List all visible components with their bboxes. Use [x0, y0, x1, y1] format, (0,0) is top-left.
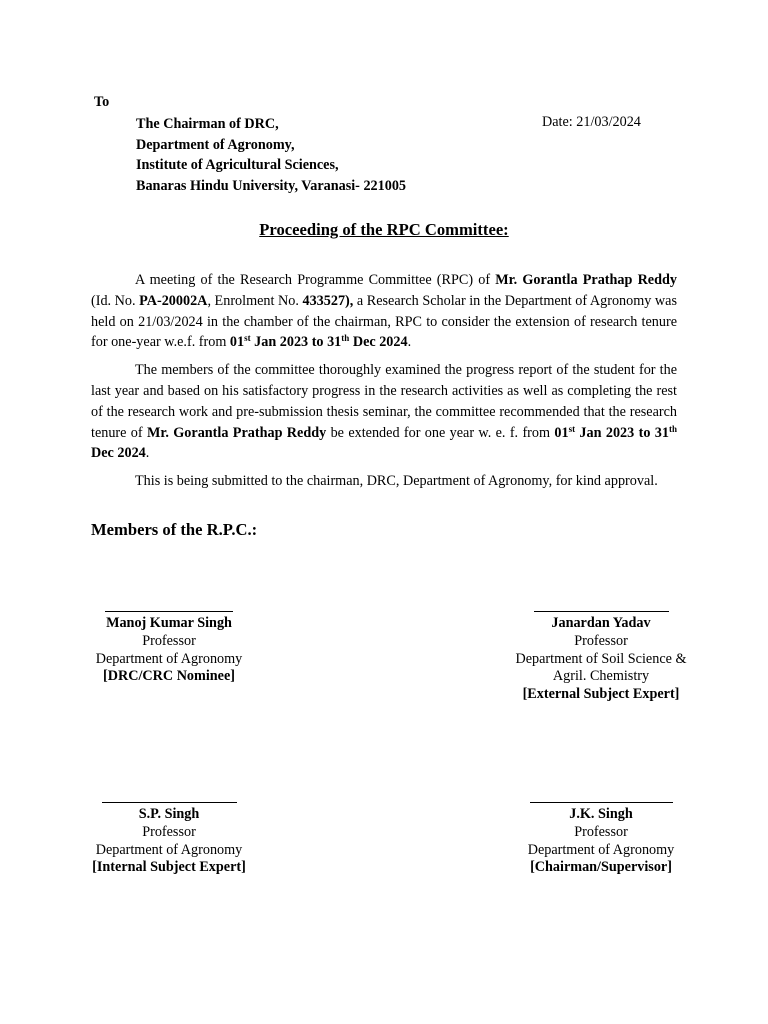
members-heading: Members of the R.P.C.: — [91, 520, 258, 539]
signatory-designation: Professor — [574, 823, 628, 840]
signatory-role: [Internal Subject Expert] — [92, 859, 246, 876]
signatory-department: Department of Agronomy — [95, 650, 243, 667]
document-title: Proceeding of the RPC Committee: — [259, 220, 509, 239]
letter-body — [91, 270, 677, 499]
signatory-name: S.P. Singh — [138, 806, 200, 822]
signatory-role: [External Subject Expert] — [522, 686, 680, 703]
signature-block-drc-nominee — [90, 611, 248, 686]
signatory-designation: Professor — [574, 632, 628, 649]
paragraph-2: The members of the committee thoroughly examined the progress report of the student for the last year and based on his satisfactory progress in the research activities as well as completing the rest of the research work and pre-submission thesis seminar, the committee recommended that the research tenure of Mr. Gorantla Prathap Reddy be extended for one year w. e. f. from 01st Jan 2023 to 31th Dec 2024. — [91, 362, 677, 462]
address-line: Institute of Agricultural Sciences, — [136, 157, 339, 174]
id-number: PA-20002A — [139, 292, 208, 309]
signatory-name: J.K. Singh — [569, 806, 633, 822]
signatory-designation: Professor — [142, 823, 196, 840]
signature-block-external-expert — [500, 611, 702, 704]
address-line: Banaras Hindu University, Varanasi- 221005 — [136, 177, 407, 194]
signatory-department-cont: Agril. Chemistry — [552, 668, 650, 685]
recipient-address — [136, 114, 406, 196]
letter-date: Date: 21/03/2024 — [542, 114, 641, 130]
to-label: To — [94, 94, 110, 110]
signature-line — [534, 611, 669, 612]
signatory-department: Department of Soil Science & — [515, 650, 687, 667]
address-line: The Chairman of DRC, — [136, 116, 279, 132]
signature-line — [105, 611, 233, 612]
signatory-designation: Professor — [142, 632, 196, 649]
signatory-department: Department of Agronomy — [95, 841, 243, 858]
scholar-name: Mr. Gorantla Prathap Reddy — [146, 424, 327, 441]
paragraph-3: This is being submitted to the chairman, DRC, Department of Agronomy, for kind approval. — [135, 473, 658, 490]
signature-block-internal-expert — [84, 802, 254, 877]
signature-line — [530, 802, 673, 803]
signature-line — [102, 802, 237, 803]
signatory-name: Manoj Kumar Singh — [106, 615, 232, 631]
paragraph-1: A meeting of the Research Programme Committee (RPC) of Mr. Gorantla Prathap Reddy (Id. No. PA-20002A, Enrolment No. 433527), a Research Scholar in the Department of Agronomy was held on 21/03/2024 in the chamber of the chairman, RPC to consider the extension of research tenure for one-year w.e.f. from 01st Jan 2023 to 31th Dec 2024. — [91, 272, 677, 351]
address-line: Department of Agronomy, — [136, 136, 295, 153]
scholar-name: Mr. Gorantla Prathap Reddy — [495, 272, 677, 288]
signatory-name: Janardan Yadav — [551, 615, 651, 631]
extension-period: 01st Jan 2023 to 31th Dec 2024 — [91, 423, 677, 462]
signatory-role: [Chairman/Supervisor] — [530, 859, 672, 876]
enrolment-number: 433527 — [302, 292, 346, 309]
signatory-department: Department of Agronomy — [527, 841, 675, 858]
signatory-role: [DRC/CRC Nominee] — [103, 668, 235, 685]
signature-block-chairman — [510, 802, 692, 877]
extension-period: 01st Jan 2023 to 31th Dec 2024 — [229, 333, 408, 351]
